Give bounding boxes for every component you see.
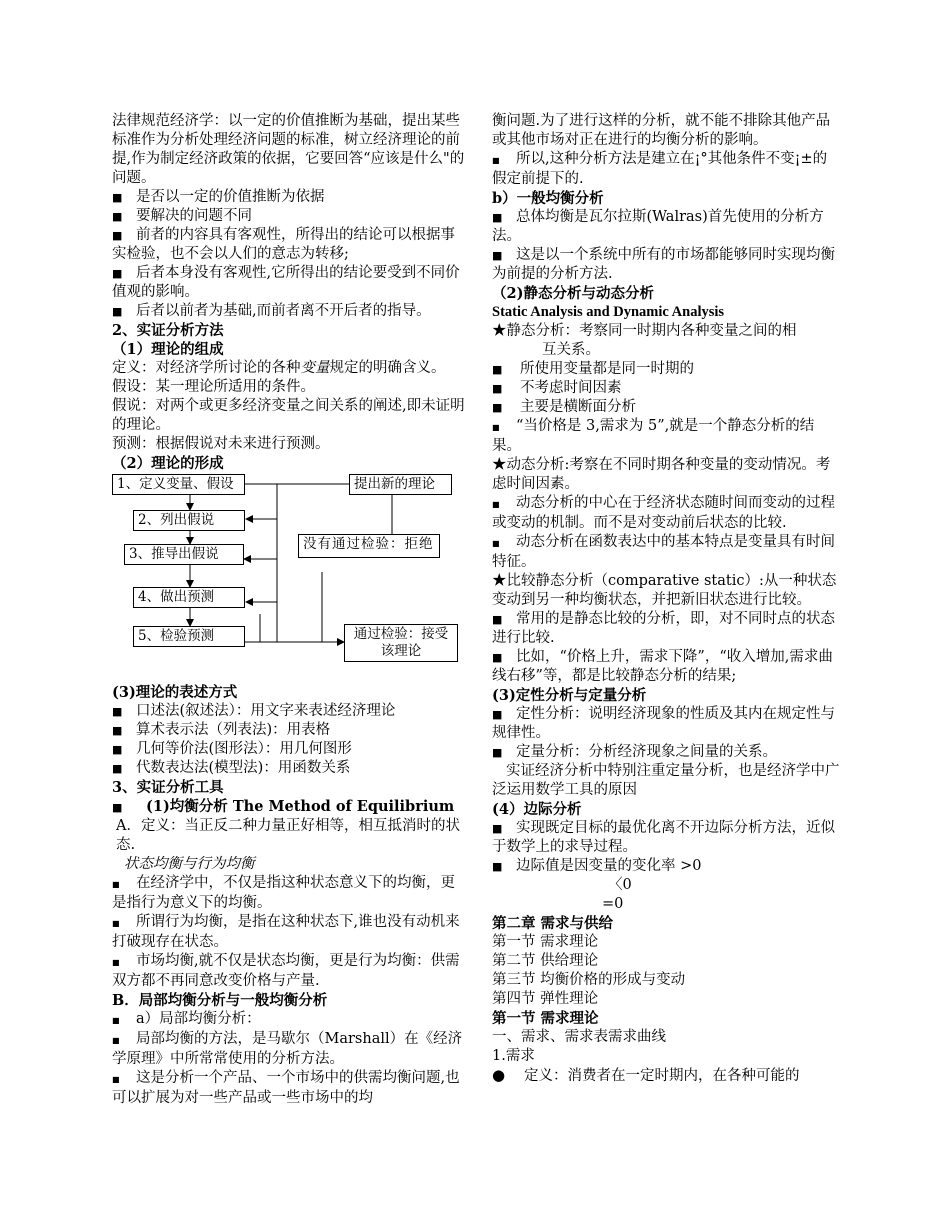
list-item: ■ 定性分析：说明经济现象的性质及其内在规定性与规律性。 bbox=[492, 706, 835, 741]
toc-item: 第三节 均衡价格的形成与变动 bbox=[492, 972, 686, 988]
square-bullet-icon: ■ bbox=[112, 1036, 120, 1045]
square-bullet-icon: ■ bbox=[492, 249, 503, 262]
marginal-less-than: 〈0 bbox=[608, 877, 632, 893]
square-bullet-icon: ■ bbox=[112, 724, 123, 737]
square-bullet-icon: ■ bbox=[112, 801, 123, 814]
list-item: ■ 后者本身没有客观性,它所得出的结论要受到不同价值观的影响。 bbox=[112, 265, 460, 300]
square-bullet-icon: ■ bbox=[492, 423, 500, 432]
list-item: ■ 前者的内容具有客观性，所得出的结论可以根据事实检验，也不会以人们的意志为转移; bbox=[112, 227, 455, 262]
list-item: ■ 局部均衡的方法，是马歇尔（Marshall）在《经济学原理》中所常常使用的分析方法。 bbox=[112, 1031, 463, 1067]
toc-item: 第一节 需求理论 bbox=[492, 934, 599, 950]
square-bullet-icon: ■ bbox=[492, 156, 500, 165]
square-bullet-icon: ■ bbox=[492, 613, 503, 626]
definition-line: A．定义：当正反二种力量正好相等，相互抵消时的状态. bbox=[116, 818, 460, 853]
subsection-heading: 1.需求 bbox=[492, 1048, 535, 1064]
list-item: ■ 口述法(叙述法）：用文字来表述经济理论 bbox=[112, 703, 396, 719]
square-bullet-icon: ■ bbox=[112, 1016, 120, 1025]
square-bullet-icon: ■ bbox=[112, 210, 123, 223]
assumption-line: 假设：某一理论所适用的条件。 bbox=[112, 379, 315, 395]
list-item: ■ a）局部均衡分析： bbox=[112, 1010, 467, 1030]
square-bullet-icon: ■ bbox=[492, 500, 500, 509]
list-item: ■ 动态分析的中心在于经济状态随时间而变动的过程或变动的机制。而不是对变动前后状态的比较. bbox=[492, 495, 835, 531]
list-item: ■ 比如，“价格上升，需求下降”，“收入增加,需求曲线右移”等，都是比较静态分析的结果; bbox=[492, 649, 833, 684]
list-item: ■ “当价格是 3,需求为 5”,就是一个静态分析的结果。 bbox=[492, 418, 815, 454]
flow-fail-box: 没有通过检验：拒绝 bbox=[298, 534, 440, 558]
list-item: ■ 这是以一个系统中所有的市场都能够同时实现均衡为前提的分析方法. bbox=[492, 247, 835, 282]
list-item: ■ 定量分析：分析经济现象之间量的关系。 bbox=[492, 744, 777, 760]
note-paragraph: 实证经济分析中特别注重定量分析，也是经济学中广泛运用数学工具的原因 bbox=[492, 763, 840, 798]
square-bullet-icon: ■ bbox=[112, 743, 123, 756]
static-definition: ★静态分析：考察同一时期内各种变量之间的相 bbox=[492, 323, 797, 339]
marginal-equal: =0 bbox=[602, 896, 624, 912]
square-bullet-icon: ■ bbox=[112, 305, 123, 318]
square-bullet-icon: ■ bbox=[492, 382, 503, 395]
list-item: ■ 所以,这种分析方法是建立在¡°其他条件不变¡±的假定前提下的. bbox=[492, 151, 828, 187]
square-bullet-icon: ■ bbox=[492, 860, 503, 873]
list-item: ■ 动态分析在函数表达中的基本特点是变量具有时间特征。 bbox=[492, 534, 835, 570]
subsection-heading: (3)理论的表述方式 bbox=[112, 684, 238, 701]
round-bullet-icon: ● bbox=[492, 1066, 506, 1084]
square-bullet-icon: ■ bbox=[112, 191, 123, 204]
flow-step-define: 1、定义变量、假设 bbox=[112, 474, 245, 495]
prediction-line: 预测：根据假说对未来进行预测。 bbox=[112, 436, 330, 452]
list-item: ■ 后者以前者为基础,而前者离不开后者的指导。 bbox=[112, 303, 431, 319]
section-title: 第一节 需求理论 bbox=[492, 1010, 599, 1027]
italic-subheading: 状态均衡与行为均衡 bbox=[124, 856, 255, 872]
square-bullet-icon: ■ bbox=[112, 1075, 120, 1084]
flow-step-derive: 3、推导出假说 bbox=[124, 544, 244, 565]
list-item: ■ 主要是横断面分析 bbox=[492, 399, 636, 415]
chapter-title: 第二章 需求与供给 bbox=[492, 915, 614, 932]
square-bullet-icon: ■ bbox=[492, 539, 500, 548]
square-bullet-icon: ■ bbox=[112, 267, 123, 280]
list-item: ● 定义：消费者在一定时期内，在各种可能的 bbox=[492, 1066, 800, 1084]
static-definition-cont: 互关系。 bbox=[542, 342, 600, 358]
square-bullet-icon: ■ bbox=[112, 919, 120, 928]
left-column bbox=[112, 112, 467, 1108]
section-heading: (3)定性分析与定量分析 bbox=[492, 687, 647, 704]
dynamic-definition: ★动态分析:考察在不同时期各种变量的变动情况。考虑时间因素。 bbox=[492, 457, 831, 492]
square-bullet-icon: ■ bbox=[112, 229, 123, 242]
flow-step-test: 5、检验预测 bbox=[133, 626, 245, 647]
section-heading: (4）边际分析 bbox=[492, 801, 582, 818]
list-item: ■ 实现既定目标的最优化离不开边际分析方法，近似于数学上的求导过程。 bbox=[492, 820, 835, 855]
square-bullet-icon: ■ bbox=[492, 363, 503, 376]
toc-item: 第二节 供给理论 bbox=[492, 953, 599, 969]
square-bullet-icon: ■ bbox=[112, 762, 123, 775]
intro-paragraph: 法律规范经济学：以一定的价值推断为基础，提出某些标准作为分析处理经济问题的标准，树立经济理论的前提,作为制定经济政策的依据，它要回答“应该是什么"的问题。 bbox=[112, 113, 465, 186]
flow-pass-box: 通过检验：接受该理论 bbox=[344, 624, 458, 662]
section-heading: 3、实证分析工具 bbox=[112, 779, 224, 796]
square-bullet-icon: ■ bbox=[492, 651, 503, 664]
comparative-definition: ★比较静态分析（comparative static）:从一种状态变动到另一种均衡状态，并把新旧状态进行比较。 bbox=[492, 573, 837, 608]
toc-item: 第四节 弹性理论 bbox=[492, 991, 599, 1007]
square-bullet-icon: ■ bbox=[112, 880, 120, 889]
list-item: ■ 总体均衡是瓦尔拉斯(Walras)首先使用的分析方法。 bbox=[492, 209, 824, 244]
continued-paragraph: 衡问题.为了进行这样的分析，就不能不排除其他产品或其他市场对正在进行的均衡分析的影响。 bbox=[492, 113, 831, 148]
list-item: ■ 算术表示法（列表法)：用表格 bbox=[112, 722, 331, 738]
square-bullet-icon: ■ bbox=[492, 822, 503, 835]
list-item: ■ 市场均衡,就不仅是状态均衡，更是行为均衡：供需双方都不再同意改变价格与产量. bbox=[112, 953, 460, 989]
flow-step-predict: 4、做出预测 bbox=[133, 587, 245, 608]
square-bullet-icon: ■ bbox=[112, 705, 123, 718]
section-heading: （2)静态分析与动态分析 bbox=[492, 285, 654, 302]
subsection-heading: b）一般均衡分析 bbox=[492, 190, 604, 207]
subsection-heading: （2）理论的形成 bbox=[112, 455, 224, 472]
subsection-heading: 一、需求、需求表需求曲线 bbox=[492, 1029, 666, 1045]
flow-step-hypothesis: 2、列出假说 bbox=[133, 510, 245, 531]
list-item: ■ 这是分析一个产品、一个市场中的供需均衡问题,也可以扩展为对一些产品或一些市场中的均 bbox=[112, 1070, 460, 1106]
list-item: ■ 几何等价法(图形法）：用几何图形 bbox=[112, 741, 352, 757]
list-item: ■ 代数表达法(模型法)：用函数关系 bbox=[112, 760, 351, 776]
square-bullet-icon: ■ bbox=[112, 958, 120, 967]
list-item: ■ 是否以一定的价值推断为依据 bbox=[112, 189, 325, 205]
definition-line: 定义：对经济学所讨论的各种变量规定的明确含义。 bbox=[112, 360, 446, 376]
list-item: ■ 在经济学中，不仅是指这种状态意义下的均衡，更是指行为意义下的均衡。 bbox=[112, 875, 455, 911]
subsection-heading: B．局部均衡分析与一般均衡分析 bbox=[112, 992, 328, 1009]
square-bullet-icon: ■ bbox=[492, 211, 503, 224]
hypothesis-line: 假说：对两个或更多经济变量之间关系的阐述,即未证明的理论。 bbox=[112, 398, 465, 433]
list-item: ■ 边际值是因变量的变化率 >0 bbox=[492, 858, 702, 874]
subsection-heading: （1）理论的组成 bbox=[112, 341, 224, 358]
right-column bbox=[492, 112, 840, 1086]
section-heading: 2、实证分析方法 bbox=[112, 322, 224, 339]
theory-formation-flowchart bbox=[112, 474, 467, 681]
list-item: ■ 所谓行为均衡，是指在这种状态下,谁也没有动机来打破现存在状态。 bbox=[112, 914, 460, 950]
list-item: ■ 不考虑时间因素 bbox=[492, 380, 622, 396]
list-item: ■ 所使用变量都是同一时期的 bbox=[492, 361, 694, 377]
square-bullet-icon: ■ bbox=[492, 746, 503, 759]
list-item: ■ 常用的是静态比较的分析，即，对不同时点的状态进行比较. bbox=[492, 611, 835, 646]
flow-new-theory: 提出新的理论 bbox=[349, 474, 452, 495]
square-bullet-icon: ■ bbox=[492, 401, 503, 414]
list-item: ■ (1)均衡分析 The Method of Equilibrium bbox=[112, 798, 455, 815]
list-item: ■ 要解决的问题不同 bbox=[112, 208, 252, 224]
square-bullet-icon: ■ bbox=[492, 708, 503, 721]
section-heading-english: Static Analysis and Dynamic Analysis bbox=[492, 304, 725, 320]
